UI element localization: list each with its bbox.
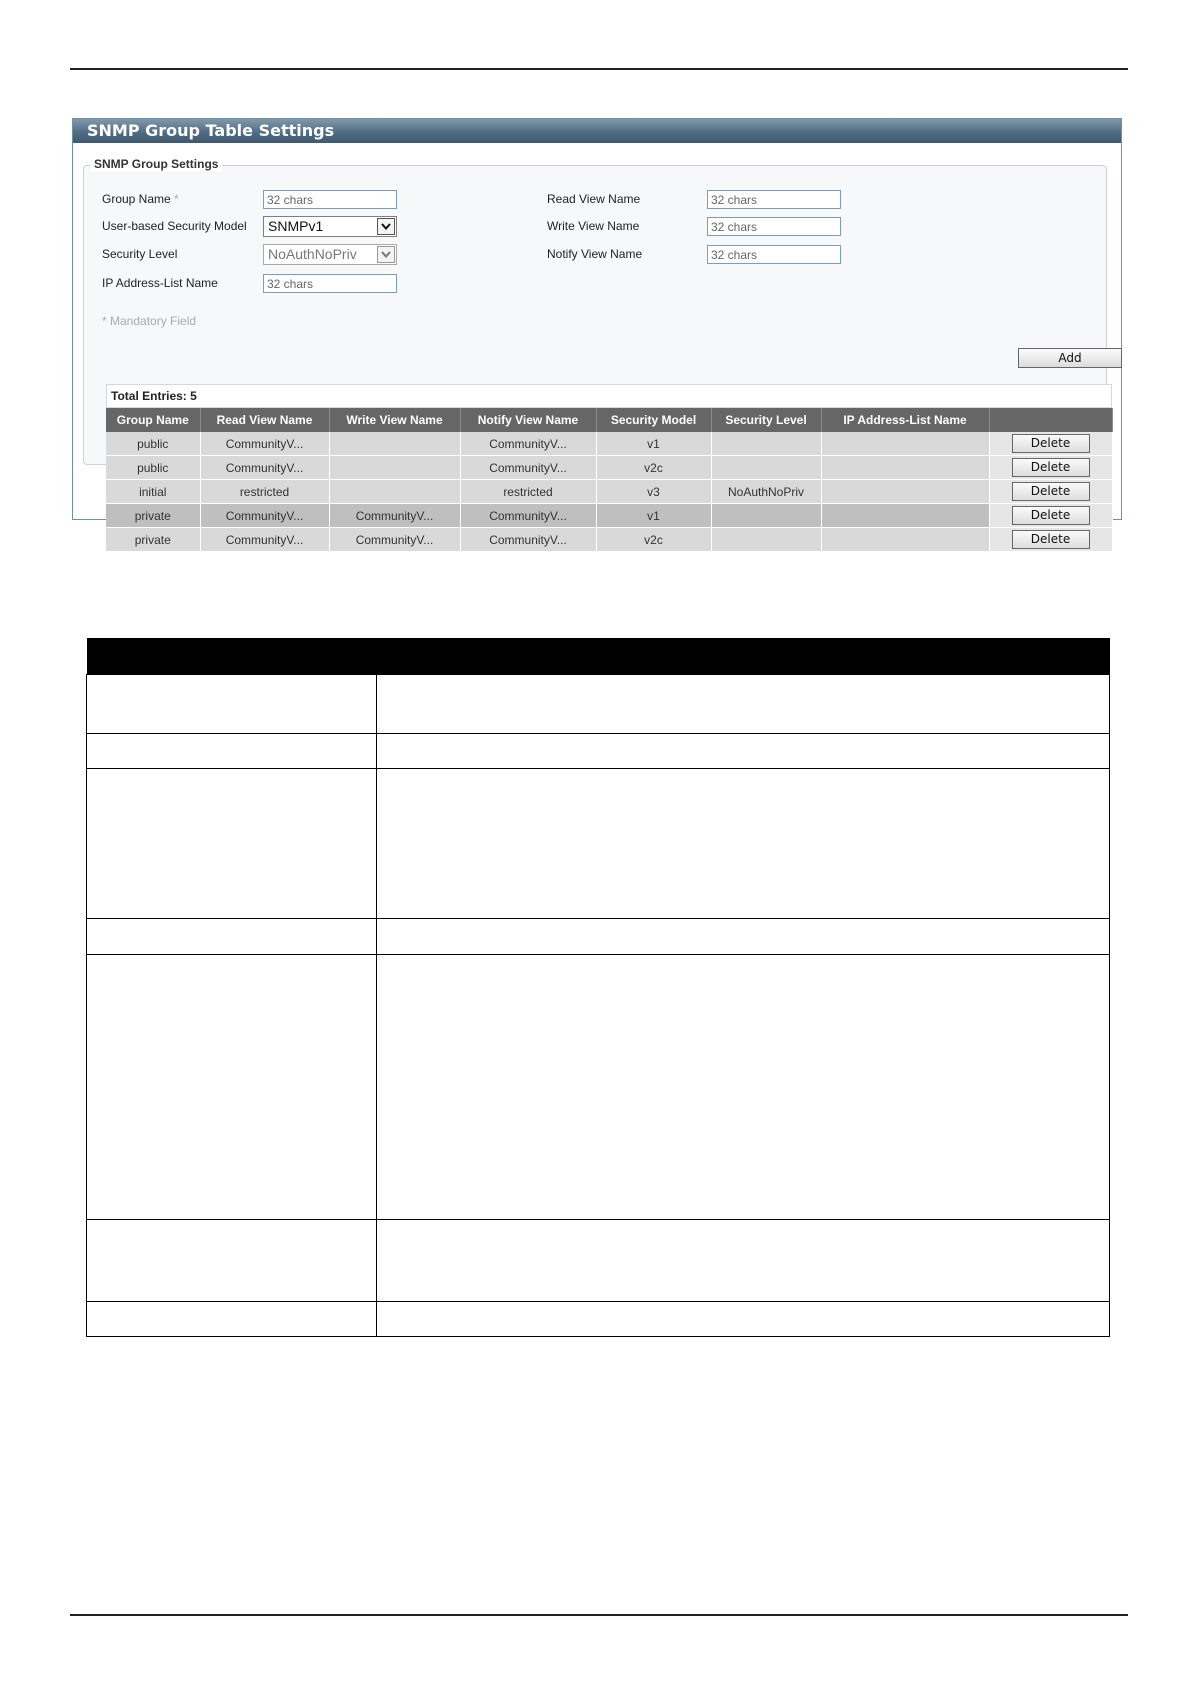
cell-group-name: private	[106, 504, 200, 528]
cell-action	[989, 504, 1112, 528]
cell-write-view: CommunityV...	[329, 528, 460, 552]
desc-header-description	[377, 638, 1110, 675]
security-level-select[interactable]: NoAuthNoPriv	[263, 244, 397, 265]
col-ip-address-list-name: IP Address-List Name	[821, 408, 989, 432]
page-top-rule	[70, 68, 1128, 70]
ip-list-label: IP Address-List Name	[102, 276, 218, 290]
desc-row	[87, 675, 1110, 734]
write-view-input[interactable]	[707, 217, 841, 236]
cell-ip-list	[821, 528, 989, 552]
col-action	[989, 408, 1112, 432]
col-notify-view-name: Notify View Name	[460, 408, 596, 432]
cell-security-model: v3	[596, 480, 711, 504]
group-name-label: Group Name *	[102, 192, 179, 206]
total-entries: Total Entries: 5	[106, 384, 1112, 408]
delete-button[interactable]: Delete	[1012, 434, 1090, 453]
desc-row	[87, 919, 1110, 955]
col-read-view-name: Read View Name	[200, 408, 329, 432]
table-header-row	[106, 408, 1112, 432]
desc-row	[87, 734, 1110, 769]
chevron-down-icon	[377, 246, 395, 263]
cell-write-view	[329, 480, 460, 504]
cell-group-name: initial	[106, 480, 200, 504]
desc-cell-description	[377, 675, 1110, 734]
desc-cell-description	[377, 919, 1110, 955]
col-security-model: Security Model	[596, 408, 711, 432]
cell-notify-view: CommunityV...	[460, 528, 596, 552]
desc-cell-description	[377, 769, 1110, 919]
cell-action	[989, 528, 1112, 552]
read-view-label: Read View Name	[547, 192, 641, 206]
security-level-label: Security Level	[102, 247, 178, 261]
desc-cell-parameter	[87, 675, 377, 734]
page-bottom-rule	[70, 1614, 1128, 1616]
desc-row	[87, 1220, 1110, 1302]
cell-group-name: public	[106, 432, 200, 456]
cell-security-level	[711, 456, 821, 480]
window-title: SNMP Group Table Settings	[73, 119, 1121, 143]
desc-cell-description	[377, 955, 1110, 1220]
desc-row	[87, 769, 1110, 919]
cell-ip-list	[821, 504, 989, 528]
table-row	[106, 456, 1112, 480]
desc-cell-parameter	[87, 1220, 377, 1302]
delete-button[interactable]: Delete	[1012, 482, 1090, 501]
mandatory-field-note: * Mandatory Field	[102, 314, 197, 328]
col-security-level: Security Level	[711, 408, 821, 432]
desc-row	[87, 955, 1110, 1220]
cell-security-model: v2c	[596, 456, 711, 480]
notify-view-input[interactable]	[707, 245, 841, 264]
cell-notify-view: CommunityV...	[460, 432, 596, 456]
table-row	[106, 480, 1112, 504]
desc-header-row	[87, 638, 1110, 675]
desc-cell-parameter	[87, 769, 377, 919]
cell-read-view: CommunityV...	[200, 504, 329, 528]
desc-row	[87, 1302, 1110, 1337]
cell-write-view	[329, 456, 460, 480]
cell-action	[989, 432, 1112, 456]
table-row	[106, 432, 1112, 456]
desc-cell-description	[377, 734, 1110, 769]
snmp-group-settings-fieldset	[83, 157, 1107, 547]
cell-ip-list	[821, 480, 989, 504]
parameter-description-table	[86, 638, 1110, 1337]
desc-cell-description	[377, 1302, 1110, 1337]
cell-notify-view: restricted	[460, 480, 596, 504]
cell-write-view: CommunityV...	[329, 504, 460, 528]
cell-security-level	[711, 504, 821, 528]
col-write-view-name: Write View Name	[329, 408, 460, 432]
cell-security-model: v1	[596, 504, 711, 528]
cell-action	[989, 480, 1112, 504]
group-name-input[interactable]	[263, 190, 397, 209]
security-model-label: User-based Security Model	[102, 219, 247, 233]
ip-list-input[interactable]	[263, 274, 397, 293]
add-button[interactable]: Add	[1018, 348, 1122, 368]
table-row	[106, 528, 1112, 552]
cell-security-level	[711, 528, 821, 552]
cell-notify-view: CommunityV...	[460, 504, 596, 528]
chevron-down-icon	[377, 218, 395, 235]
desc-cell-parameter	[87, 955, 377, 1220]
snmp-group-window	[72, 118, 1122, 547]
cell-ip-list	[821, 456, 989, 480]
desc-cell-description	[377, 1220, 1110, 1302]
group-table	[106, 408, 1113, 552]
cell-action	[989, 456, 1112, 480]
cell-write-view	[329, 432, 460, 456]
cell-security-model: v1	[596, 432, 711, 456]
cell-ip-list	[821, 432, 989, 456]
cell-security-level	[711, 432, 821, 456]
notify-view-label: Notify View Name	[547, 247, 643, 261]
fieldset-legend: SNMP Group Settings	[90, 157, 222, 171]
cell-security-model: v2c	[596, 528, 711, 552]
read-view-input[interactable]	[707, 190, 841, 209]
cell-group-name: public	[106, 456, 200, 480]
delete-button[interactable]: Delete	[1012, 458, 1090, 477]
cell-read-view: restricted	[200, 480, 329, 504]
cell-read-view: CommunityV...	[200, 432, 329, 456]
desc-cell-parameter	[87, 919, 377, 955]
cell-notify-view: CommunityV...	[460, 456, 596, 480]
table-row	[106, 504, 1112, 528]
cell-group-name: private	[106, 528, 200, 552]
write-view-label: Write View Name	[547, 219, 640, 233]
col-group-name: Group Name	[106, 408, 200, 432]
cell-read-view: CommunityV...	[200, 456, 329, 480]
desc-cell-parameter	[87, 1302, 377, 1337]
security-model-select[interactable]: SNMPv1	[263, 216, 397, 237]
delete-button[interactable]: Delete	[1012, 506, 1090, 525]
cell-read-view: CommunityV...	[200, 528, 329, 552]
desc-cell-parameter	[87, 734, 377, 769]
cell-security-level: NoAuthNoPriv	[711, 480, 821, 504]
desc-header-parameter	[87, 638, 377, 675]
delete-button[interactable]: Delete	[1012, 530, 1090, 549]
